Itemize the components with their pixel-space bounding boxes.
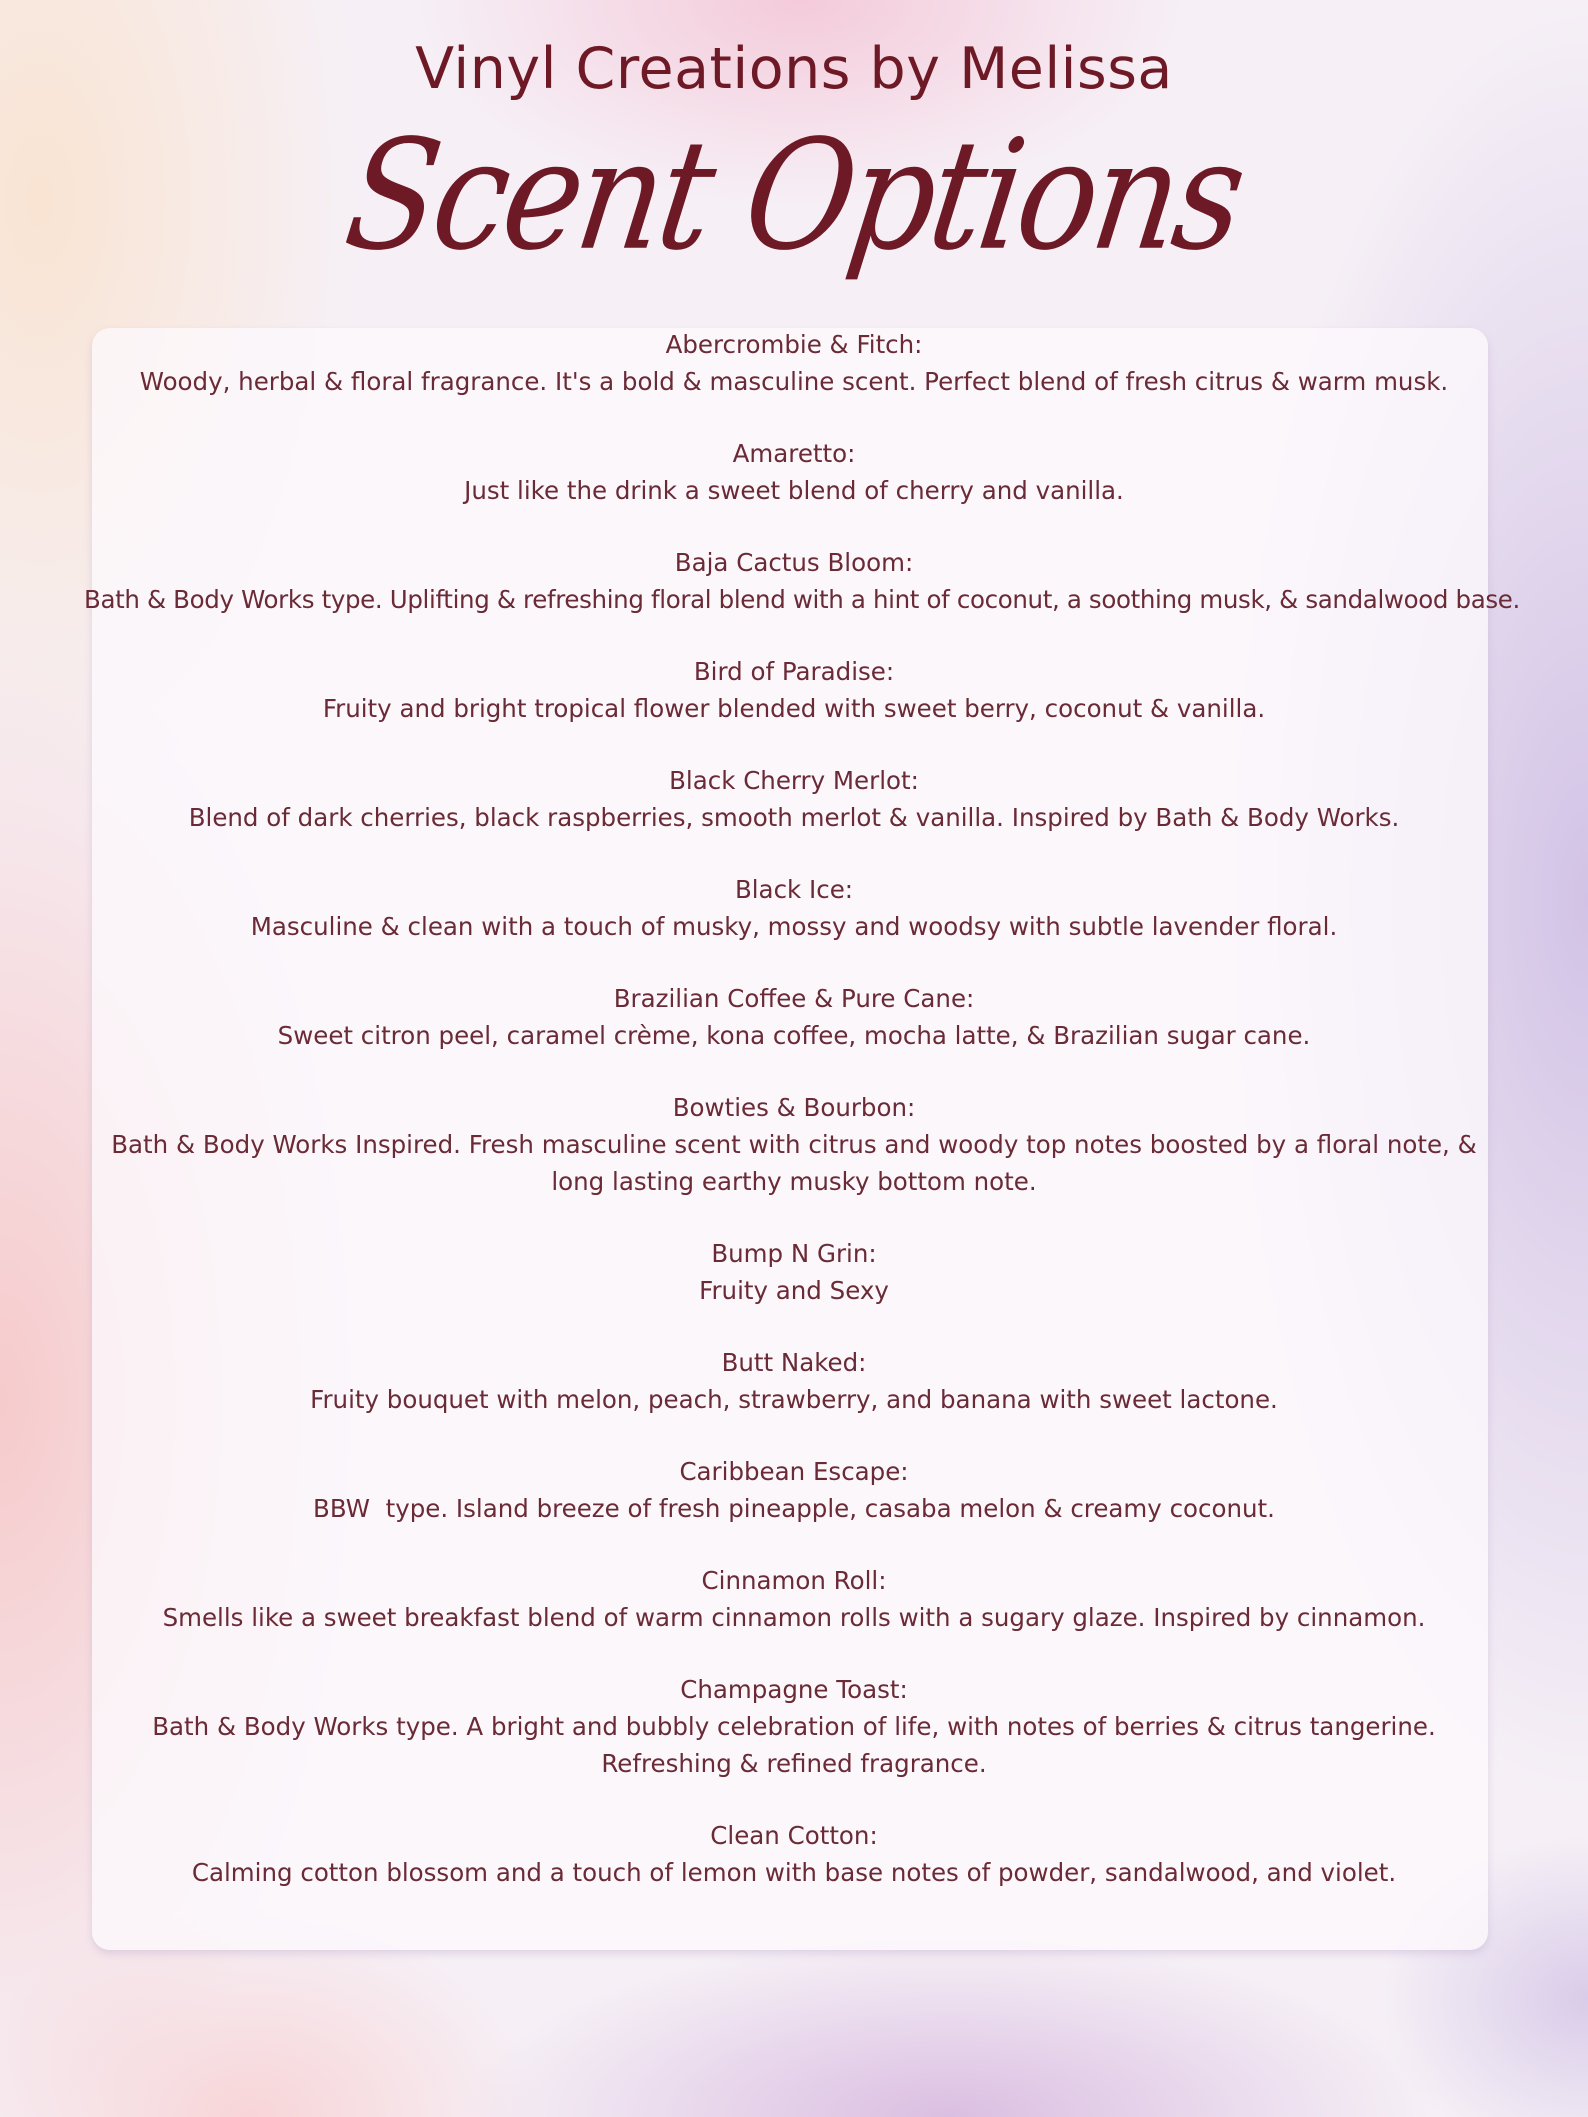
scent-description: Masculine & clean with a touch of musky, mossy and woodsy with subtle lavender floral. xyxy=(250,912,1338,941)
list-item xyxy=(84,980,1504,1054)
scent-name: Black Cherry Merlot: xyxy=(669,766,919,795)
scent-name: Black Ice: xyxy=(734,875,854,904)
scent-name: Bump N Grin: xyxy=(711,1239,877,1268)
scent-name: Cinnamon Roll: xyxy=(701,1566,887,1595)
list-item xyxy=(84,1671,1504,1782)
scent-description: BBW type. Island breeze of fresh pineapple, casaba melon & creamy coconut. xyxy=(313,1494,1275,1523)
list-item xyxy=(84,1089,1504,1200)
scent-name: Clean Cotton: xyxy=(710,1821,878,1850)
list-item xyxy=(84,1817,1504,1891)
scent-name: Baja Cactus Bloom: xyxy=(674,548,914,577)
scent-description: Bath & Body Works type. Uplifting & refreshing floral blend with a hint of coconut, a soothing musk, & sandalwood base. xyxy=(84,585,1520,614)
scent-description: Fruity and Sexy xyxy=(699,1276,889,1305)
scent-name: Butt Naked: xyxy=(721,1348,867,1377)
scent-name: Brazilian Coffee & Pure Cane: xyxy=(613,984,975,1013)
scent-description: Fruity bouquet with melon, peach, strawberry, and banana with sweet lactone. xyxy=(310,1385,1278,1414)
scent-description: Sweet citron peel, caramel crème, kona coffee, mocha latte, & Brazilian sugar cane. xyxy=(277,1021,1311,1050)
scent-name: Amaretto: xyxy=(732,439,856,468)
scent-description: Bath & Body Works Inspired. Fresh masculine scent with citrus and woody top notes boosted by a floral note, & long lasting earthy musky bottom note. xyxy=(111,1130,1477,1196)
scent-name: Champagne Toast: xyxy=(680,1675,908,1704)
brand-title: Vinyl Creations by Melissa xyxy=(415,36,1173,102)
scent-name: Caribbean Escape: xyxy=(679,1457,909,1486)
scent-list xyxy=(84,326,1520,1926)
list-item xyxy=(84,326,1504,400)
list-item xyxy=(84,544,1520,618)
scent-name: Abercrombie & Fitch: xyxy=(665,330,923,359)
scent-description: Just like the drink a sweet blend of cherry and vanilla. xyxy=(464,476,1124,505)
scent-name: Bird of Paradise: xyxy=(693,657,895,686)
scent-description: Calming cotton blossom and a touch of lemon with base notes of powder, sandalwood, and violet. xyxy=(191,1858,1397,1887)
scent-name: Bowties & Bourbon: xyxy=(672,1093,916,1122)
list-item xyxy=(84,1344,1504,1418)
page-title: Scent Options xyxy=(336,107,1252,285)
list-item xyxy=(84,762,1504,836)
list-item xyxy=(84,871,1504,945)
scent-description: Woody, herbal & floral fragrance. It's a bold & masculine scent. Perfect blend of fresh citrus & warm musk. xyxy=(139,367,1449,396)
list-item xyxy=(84,1562,1504,1636)
list-item xyxy=(84,435,1504,509)
scent-description: Bath & Body Works type. A bright and bubbly celebration of life, with notes of berries & citrus tangerine. Refreshing & refined fragrance. xyxy=(152,1712,1436,1778)
scent-description: Smells like a sweet breakfast blend of warm cinnamon rolls with a sugary glaze. Inspired by cinnamon. xyxy=(162,1603,1426,1632)
scent-description: Fruity and bright tropical flower blended with sweet berry, coconut & vanilla. xyxy=(322,694,1266,723)
list-item xyxy=(84,1235,1504,1309)
list-item xyxy=(84,1453,1504,1527)
scent-description: Blend of dark cherries, black raspberries, smooth merlot & vanilla. Inspired by Bath & Body Works. xyxy=(188,803,1400,832)
list-item xyxy=(84,653,1504,727)
